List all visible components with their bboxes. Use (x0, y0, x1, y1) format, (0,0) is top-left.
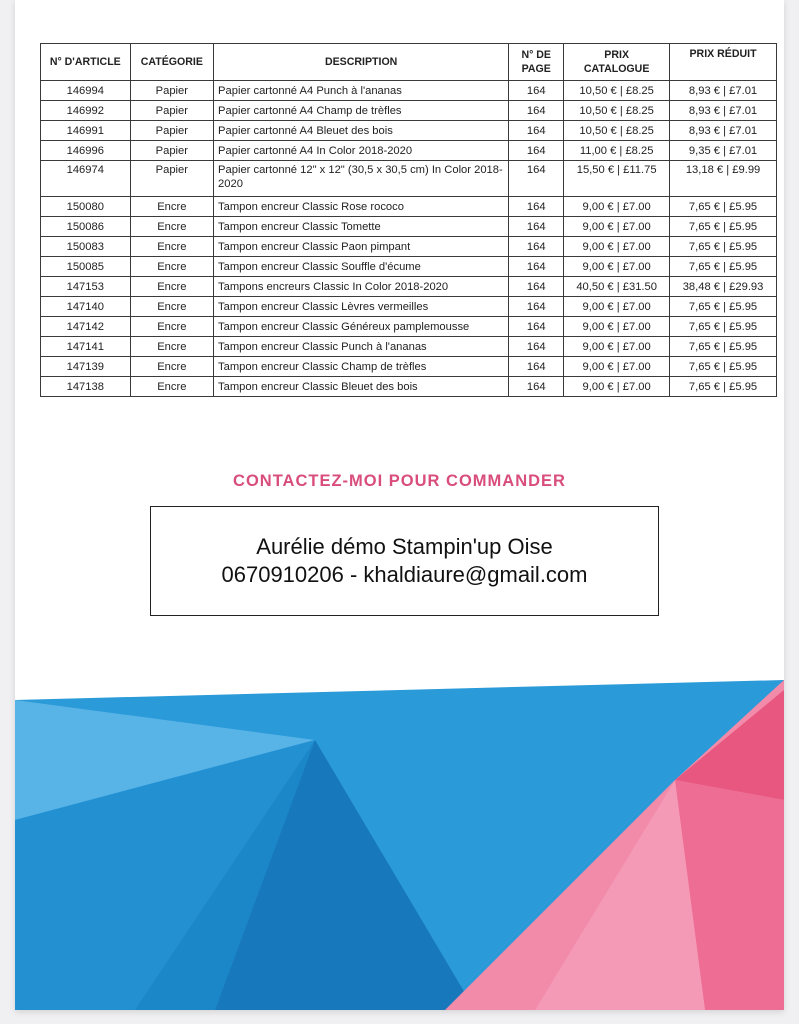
cell-category: Papier (130, 121, 213, 141)
cell-reduced-price: 7,65 € | £5.95 (670, 317, 777, 337)
cell-description: Papier cartonné 12" x 12" (30,5 x 30,5 cm) In Color 2018-2020 (214, 161, 509, 197)
header-description: DESCRIPTION (214, 44, 509, 81)
cell-article: 146994 (41, 81, 131, 101)
header-reduced-price: PRIX RÉDUIT (670, 44, 777, 81)
cell-page: 164 (509, 161, 564, 197)
cell-article: 147142 (41, 317, 131, 337)
header-catalog-price: PRIX CATALOGUE (564, 44, 670, 81)
cell-page: 164 (509, 357, 564, 377)
cell-page: 164 (509, 237, 564, 257)
cell-catalog-price: 15,50 € | £11.75 (564, 161, 670, 197)
cell-category: Papier (130, 101, 213, 121)
cell-reduced-price: 7,65 € | £5.95 (670, 197, 777, 217)
cell-reduced-price: 7,65 € | £5.95 (670, 297, 777, 317)
cell-category: Encre (130, 297, 213, 317)
cell-page: 164 (509, 257, 564, 277)
table-row (41, 357, 777, 377)
cell-catalog-price: 9,00 € | £7.00 (564, 357, 670, 377)
cell-reduced-price: 8,93 € | £7.01 (670, 101, 777, 121)
cell-page: 164 (509, 121, 564, 141)
cell-description: Tampon encreur Classic Généreux pamplemousse (214, 317, 509, 337)
table-row (41, 337, 777, 357)
cell-reduced-price: 38,48 € | £29.93 (670, 277, 777, 297)
cell-article: 147139 (41, 357, 131, 377)
table-row (41, 217, 777, 237)
cell-catalog-price: 9,00 € | £7.00 (564, 377, 670, 397)
cell-reduced-price: 7,65 € | £5.95 (670, 237, 777, 257)
cell-page: 164 (509, 317, 564, 337)
table-row (41, 197, 777, 217)
contact-box (150, 506, 659, 616)
cell-page: 164 (509, 277, 564, 297)
decorative-triangles (15, 680, 784, 1010)
cell-article: 150080 (41, 197, 131, 217)
cell-catalog-price: 10,50 € | £8.25 (564, 81, 670, 101)
cell-article: 147141 (41, 337, 131, 357)
cell-catalog-price: 9,00 € | £7.00 (564, 217, 670, 237)
cell-catalog-price: 10,50 € | £8.25 (564, 101, 670, 121)
cell-reduced-price: 13,18 € | £9.99 (670, 161, 777, 197)
cell-catalog-price: 9,00 € | £7.00 (564, 257, 670, 277)
table-row (41, 121, 777, 141)
table-row (41, 81, 777, 101)
table-row (41, 257, 777, 277)
cell-category: Encre (130, 237, 213, 257)
cell-reduced-price: 7,65 € | £5.95 (670, 337, 777, 357)
cell-reduced-price: 7,65 € | £5.95 (670, 257, 777, 277)
cell-article: 146974 (41, 161, 131, 197)
cell-category: Encre (130, 257, 213, 277)
cell-catalog-price: 9,00 € | £7.00 (564, 317, 670, 337)
table-row (41, 161, 777, 197)
cell-catalog-price: 9,00 € | £7.00 (564, 337, 670, 357)
header-category: CATÉGORIE (130, 44, 213, 81)
cell-page: 164 (509, 197, 564, 217)
cell-category: Encre (130, 337, 213, 357)
cell-catalog-price: 10,50 € | £8.25 (564, 121, 670, 141)
cell-article: 146991 (41, 121, 131, 141)
table-row (41, 277, 777, 297)
cell-article: 147153 (41, 277, 131, 297)
cell-description: Papier cartonné A4 Champ de trèfles (214, 101, 509, 121)
table-row (41, 101, 777, 121)
contact-name: Aurélie démo Stampin'up Oise (256, 534, 553, 559)
cell-category: Encre (130, 217, 213, 237)
cell-page: 164 (509, 101, 564, 121)
cell-catalog-price: 11,00 € | £8.25 (564, 141, 670, 161)
cell-description: Tampon encreur Classic Bleuet des bois (214, 377, 509, 397)
cell-category: Encre (130, 357, 213, 377)
cell-article: 150086 (41, 217, 131, 237)
cell-description: Tampon encreur Classic Paon pimpant (214, 237, 509, 257)
cell-page: 164 (509, 81, 564, 101)
price-table (40, 43, 777, 397)
table-row (41, 297, 777, 317)
cell-reduced-price: 7,65 € | £5.95 (670, 357, 777, 377)
contact-phone-email: 0670910206 - khaldiaure@gmail.com (221, 562, 588, 587)
cell-description: Tampon encreur Classic Champ de trèfles (214, 357, 509, 377)
cell-category: Papier (130, 141, 213, 161)
header-page: N° DE PAGE (509, 44, 564, 81)
cell-article: 146992 (41, 101, 131, 121)
table-row (41, 317, 777, 337)
cell-description: Tampon encreur Classic Rose rococo (214, 197, 509, 217)
cell-reduced-price: 8,93 € | £7.01 (670, 81, 777, 101)
cell-category: Encre (130, 317, 213, 337)
document-page (15, 0, 784, 1010)
cell-description: Tampon encreur Classic Lèvres vermeilles (214, 297, 509, 317)
cell-page: 164 (509, 141, 564, 161)
cell-page: 164 (509, 217, 564, 237)
cell-catalog-price: 9,00 € | £7.00 (564, 197, 670, 217)
cell-page: 164 (509, 297, 564, 317)
table-row (41, 141, 777, 161)
cell-reduced-price: 8,93 € | £7.01 (670, 121, 777, 141)
cell-category: Encre (130, 197, 213, 217)
cell-description: Papier cartonné A4 In Color 2018-2020 (214, 141, 509, 161)
cell-article: 146996 (41, 141, 131, 161)
cell-reduced-price: 7,65 € | £5.95 (670, 217, 777, 237)
cell-description: Tampon encreur Classic Tomette (214, 217, 509, 237)
table-row (41, 237, 777, 257)
cell-description: Tampons encreurs Classic In Color 2018-2020 (214, 277, 509, 297)
cell-article: 150085 (41, 257, 131, 277)
contact-title: CONTACTEZ-MOI POUR COMMANDER (233, 472, 566, 490)
cell-category: Papier (130, 81, 213, 101)
cell-reduced-price: 7,65 € | £5.95 (670, 377, 777, 397)
cell-reduced-price: 9,35 € | £7.01 (670, 141, 777, 161)
header-article: N° D'ARTICLE (41, 44, 131, 81)
cell-catalog-price: 9,00 € | £7.00 (564, 297, 670, 317)
cell-catalog-price: 40,50 € | £31.50 (564, 277, 670, 297)
cell-page: 164 (509, 337, 564, 357)
cell-category: Papier (130, 161, 213, 197)
cell-description: Papier cartonné A4 Punch à l'ananas (214, 81, 509, 101)
cell-page: 164 (509, 377, 564, 397)
table-row (41, 377, 777, 397)
cell-category: Encre (130, 277, 213, 297)
cell-article: 147140 (41, 297, 131, 317)
table-header-row (41, 44, 777, 81)
cell-catalog-price: 9,00 € | £7.00 (564, 237, 670, 257)
cell-article: 147138 (41, 377, 131, 397)
cell-description: Papier cartonné A4 Bleuet des bois (214, 121, 509, 141)
cell-article: 150083 (41, 237, 131, 257)
cell-description: Tampon encreur Classic Souffle d'écume (214, 257, 509, 277)
cell-category: Encre (130, 377, 213, 397)
cell-description: Tampon encreur Classic Punch à l'ananas (214, 337, 509, 357)
